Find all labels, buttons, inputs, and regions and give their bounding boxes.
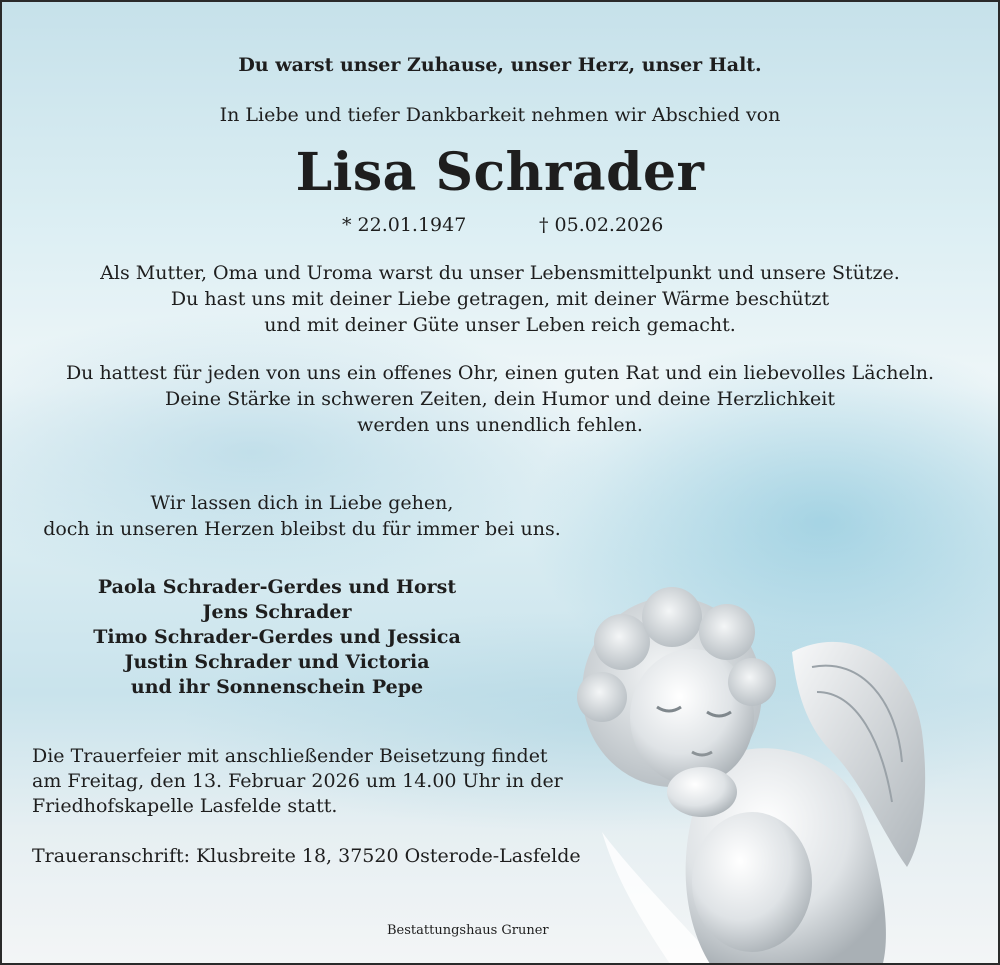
tribute-line: Du hattest für jeden von uns ein offenes Ohr, einen guten Rat und ein liebevolles Lächeln. bbox=[65, 362, 935, 384]
deceased-name: Lisa Schrader bbox=[295, 142, 705, 203]
death-date: † 05.02.2026 bbox=[539, 214, 664, 236]
undertaker-name: Bestattungshaus Gruner bbox=[387, 923, 549, 938]
tribute-line: Du hast uns mit deiner Liebe getragen, mit deiner Wärme beschützt bbox=[170, 288, 830, 310]
family-member: Timo Schrader-Gerdes und Jessica bbox=[93, 626, 461, 648]
family-list bbox=[22, 575, 532, 700]
mourning-address: Traueranschrift: Klusbreite 18, 37520 Osterode-Lasfelde bbox=[32, 845, 581, 867]
family-member: Paola Schrader-Gerdes und Horst bbox=[97, 576, 457, 598]
closing-verse bbox=[22, 490, 582, 542]
family-member: Justin Schrader und Victoria bbox=[124, 651, 430, 673]
tribute-line: werden uns unendlich fehlen. bbox=[357, 414, 643, 436]
family-member: und ihr Sonnenschein Pepe bbox=[130, 676, 424, 698]
funeral-line: am Freitag, den 13. Februar 2026 um 14.00 Uhr in der bbox=[32, 770, 563, 792]
tribute-paragraph-1 bbox=[2, 260, 998, 338]
intro-text: In Liebe und tiefer Dankbarkeit nehmen wir Abschied von bbox=[219, 104, 781, 126]
angel-statue-icon bbox=[562, 582, 962, 965]
motto: Du warst unser Zuhause, unser Herz, unser Halt. bbox=[238, 54, 762, 76]
funeral-info bbox=[32, 744, 592, 819]
birth-date: * 22.01.1947 bbox=[342, 214, 467, 236]
tribute-line: Deine Stärke in schweren Zeiten, dein Humor und deine Herzlichkeit bbox=[165, 388, 835, 410]
funeral-line: Friedhofskapelle Lasfelde statt. bbox=[32, 795, 338, 817]
closing-line: doch in unseren Herzen bleibst du für immer bei uns. bbox=[43, 518, 561, 540]
tribute-paragraph-2 bbox=[2, 360, 998, 438]
funeral-line: Die Trauerfeier mit anschließender Beisetzung findet bbox=[32, 745, 548, 767]
closing-line: Wir lassen dich in Liebe gehen, bbox=[150, 492, 454, 514]
tribute-line: Als Mutter, Oma und Uroma warst du unser Lebensmittelpunkt und unsere Stütze. bbox=[100, 262, 900, 284]
tribute-line: und mit deiner Güte unser Leben reich gemacht. bbox=[264, 314, 736, 336]
family-member: Jens Schrader bbox=[202, 601, 352, 623]
